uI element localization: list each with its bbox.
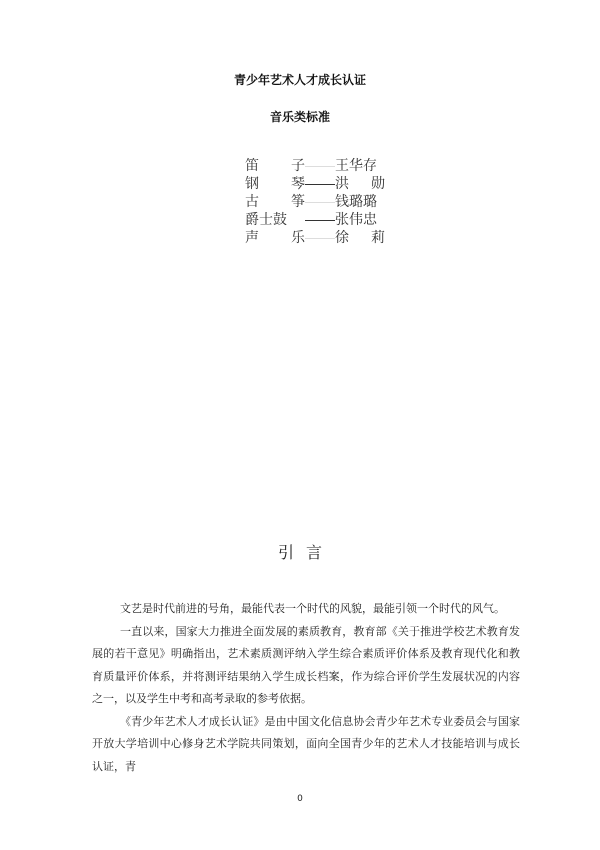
person-name: 洪 勋 — [335, 176, 385, 192]
person-name: 张伟忠 — [335, 212, 377, 228]
instrument-label: 爵士鼓 — [245, 212, 287, 228]
instrument-label: 古 筝 — [245, 194, 305, 210]
dash-separator — [305, 157, 335, 175]
credit-row — [245, 229, 385, 247]
credit-row — [245, 175, 385, 193]
dash-separator — [305, 175, 335, 193]
credit-row — [245, 211, 385, 229]
document-subtitle: 音乐类标准 — [269, 110, 330, 124]
paragraph: 一直以来，国家大力推进全面发展的素质教育，教育部《关于推进学校艺术教育发展的若干意见》明确指出，艺术素质测评纳入学生综合素质评价体系及教育现代化和教育质量评价体系，并将测评结果纳入学生成长档案，作为综合评价学生发展状况的内容之一，以及学生中考和高考录取的参考依据。 — [92, 624, 520, 705]
credit-row — [245, 193, 385, 211]
dash-separator — [305, 211, 335, 229]
instrument-label: 钢 琴 — [245, 176, 305, 192]
person-name: 徐 莉 — [335, 230, 385, 246]
page-number: 0 — [297, 794, 303, 804]
paragraph: 文艺是时代前进的号角，最能代表一个时代的风貌，最能引领一个时代的风气。 — [120, 602, 505, 615]
person-name: 王华存 — [335, 158, 377, 174]
paragraph: 《青少年艺术人才成长认证》是由中国文化信息协会青少年艺术专业委员会与国家开放大学培训中心修身艺术学院共同策划，面向全国青少年的艺术人才技能培训与成长认证，青 — [92, 714, 520, 773]
intro-body — [92, 598, 520, 778]
instrument-label: 声 乐 — [245, 230, 305, 246]
credits-list — [245, 157, 385, 247]
dash-separator — [305, 193, 335, 211]
person-name: 钱璐璐 — [335, 194, 377, 210]
dash-separator — [305, 229, 335, 247]
credit-row — [245, 157, 385, 175]
document-title: 青少年艺术人才成长认证 — [233, 73, 366, 87]
intro-heading: 引言 — [277, 543, 334, 562]
instrument-label: 笛 子 — [245, 158, 305, 174]
